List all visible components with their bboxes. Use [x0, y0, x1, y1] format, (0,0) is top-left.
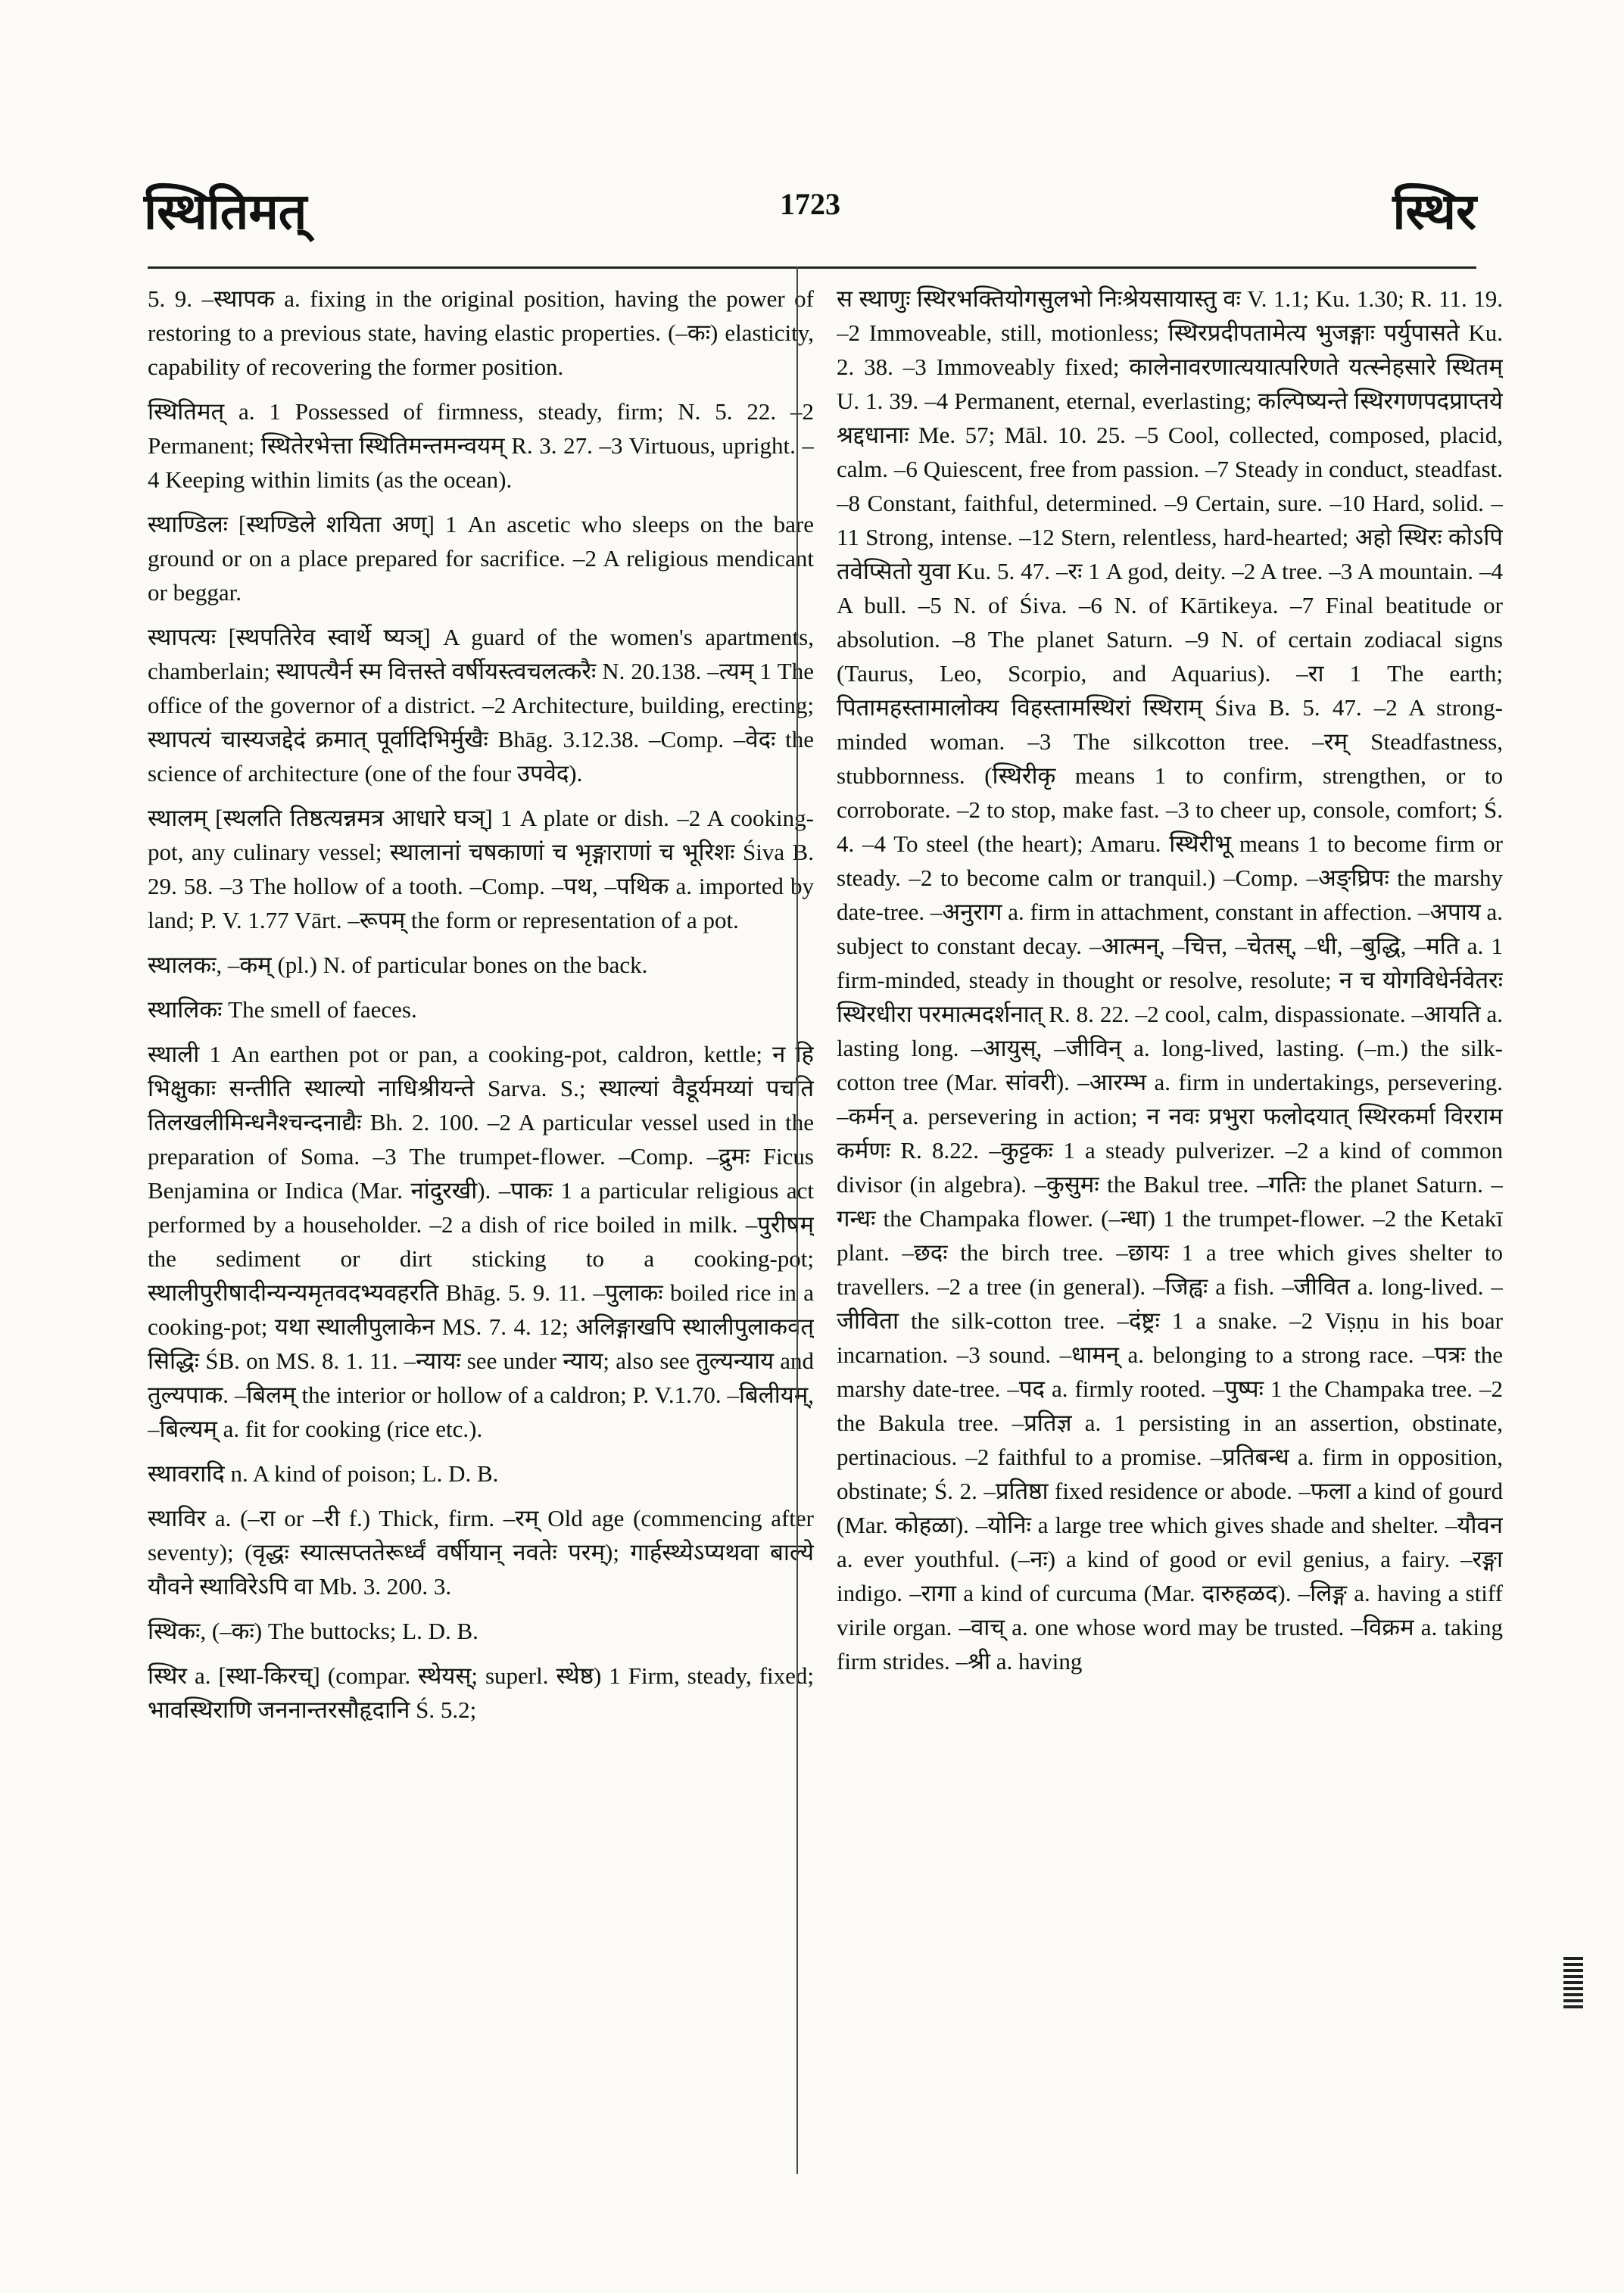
dictionary-entry: स्थालम् [स्थलति तिष्ठत्यन्नमत्र आधारे घञ्] 1 A plate or dish. –2 A cooking-pot, any culinary vessel; स्थालानां चषकाणां च भृङ्गाराणां च भूरिशः Śiva B. 29. 58. –3 The hollow of a tooth. –Comp. –पथ, –पथिक a. imported by land; P. V. 1.77 Vārt. –रूपम् the form or representation of a pot.	[148, 805, 814, 933]
right-column	[837, 282, 1503, 2189]
dictionary-entry: स्थाण्डिलः [स्थण्डिले शयिता अण्] 1 An ascetic who sleeps on the bare ground or on a place prepared for sacrifice. –2 A religious mendicant or beggar.	[148, 511, 814, 606]
column-divider	[796, 266, 798, 2174]
dictionary-entry: स्थिर a. [स्था-किरच्] (compar. स्थेयस्; superl. स्थेष्ठ) 1 Firm, steady, fixed; भावस्थिराणि जननान्तरसौहृदानि Ś. 5.2;	[148, 1662, 814, 1723]
dictionary-entry: स्थाविर a. (–रा or –री f.) Thick, firm. –रम् Old age (commencing after seventy); (वृद्धः स्यात्सप्ततेरूर्ध्वं वर्षीयान् नवतेः परम्); गार्हस्थ्येऽप्यथवा बाल्ये यौवने स्थाविरेऽपि वा Mb. 3. 200. 3.	[148, 1505, 814, 1600]
page-header	[144, 176, 1476, 240]
dictionary-entry: स्थापत्यः [स्थपतिरेव स्वार्थे ष्यञ्] A guard of the women's apartments, chamberlain; स्थापत्यैर्न स्म वित्तस्ते वर्षीयस्त्वचलत्करैः N. 20.138. –त्यम् 1 The office of the governor of a district. –2 Architecture, building, erecting; स्थापत्यं चास्यजद्देदं क्रमात् पूर्वादिभिर्मुखैः Bhāg. 3.12.38. –Comp. –वेदः the science of architecture (one of the four उपवेद).	[148, 624, 814, 787]
dictionary-entry: स्थाली 1 An earthen pot or pan, a cooking-pot, caldron, kettle; न हि भिक्षुकाः सन्तीति स्थाल्यो नाधिश्रीयन्ते Sarva. S.; स्थाल्यां वैडूर्यमय्यां पचति तिलखलीमिन्धनैश्चन्दनाद्यैः Bh. 2. 100. –2 A particular vessel used in the preparation of Soma. –3 The trumpet-flower. –Comp. –द्रुमः Ficus Benjamina or Indica (Mar. नांदुरखी). –पाकः 1 a particular religious act performed by a householder. –2 a dish of rice boiled in milk. –पुरीषम् the sediment or dirt sticking to a cooking-pot; स्थालीपुरीषादीन्यन्यमृतवदभ्यवहरति Bhāg. 5. 9. 11. –पुलाकः boiled rice in a cooking-pot; यथा स्थालीपुलाकेन MS. 7. 4. 12; अलिङ्गाखपि स्थालीपुलाकवत् सिद्धिः ŚB. on MS. 8. 1. 11. –न्यायः see under न्याय; also see तुल्यन्याय and तुल्यपाक. –बिलम् the interior or hollow of a caldron; P. V.1.70. –बिलीयम्, –बिल्यम् a. fit for cooking (rice etc.).	[148, 1041, 814, 1442]
edge-marker	[1563, 1957, 1583, 2011]
dictionary-entry: स्थालिकः The smell of faeces.	[148, 996, 417, 1023]
left-column	[148, 282, 814, 2189]
dictionary-entry: स्थिकः, (–कः) The buttocks; L. D. B.	[148, 1618, 478, 1644]
dictionary-entry: स्थालकः, –कम् (pl.) N. of particular bones on the back.	[148, 952, 648, 978]
dictionary-entry: 5. 9. –स्थापक a. fixing in the original position, having the power of restoring to a previous state, having elastic properties. (–कः) elasticity, capability of recovering the former position.	[148, 285, 814, 380]
right-headword: स्थिर	[1392, 185, 1476, 240]
dictionary-entry: स्थितिमत् a. 1 Possessed of firmness, steady, firm; N. 5. 22. –2 Permanent; स्थितेरभेत्ता स्थितिमन्तमन्वयम् R. 3. 27. –3 Virtuous, upright. –4 Keeping within limits (as the ocean).	[148, 398, 814, 493]
left-headword: स्थितिमत्	[144, 185, 307, 240]
header-rule	[148, 266, 1476, 269]
page-number: 1723	[780, 187, 840, 221]
dictionary-entry: स स्थाणुः स्थिरभक्तियोगसुलभो निःश्रेयसायास्तु वः V. 1.1; Ku. 1.30; R. 11. 19. –2 Immoveable, still, motionless; स्थिरप्रदीपतामेत्य भुजङ्गाः पर्युपासते Ku. 2. 38. –3 Immoveably fixed; कालेनावरणात्ययात्परिणते यत्स्नेहसारे स्थितम् U. 1. 39. –4 Permanent, eternal, everlasting; कल्पिष्यन्ते स्थिरगणपदप्राप्तये श्रद्दधानाः Me. 57; Māl. 10. 25. –5 Cool, collected, composed, placid, calm. –6 Quiescent, free from passion. –7 Steady in conduct, steadfast. –8 Constant, faithful, determined. –9 Certain, sure. –10 Hard, solid. –11 Strong, intense. –12 Stern, relentless, hard-hearted; अहो स्थिरः कोऽपि तवेप्सितो युवा Ku. 5. 47. –रः 1 A god, deity. –2 A tree. –3 A mountain. –4 A bull. –5 N. of Śiva. –6 N. of Kārtikeya. –7 Final beatitude or absolution. –8 The planet Saturn. –9 N. of certain zodiacal signs (Taurus, Leo, Scorpio, and Aquarius). –रा 1 The earth; पितामहस्तामालोक्य विहस्तामस्थिरां स्थिराम् Śiva B. 5. 47. –2 A strong-minded woman. –3 The silkcotton tree. –रम् Steadfastness, stubbornness. (स्थिरीकृ means 1 to confirm, strengthen, or to corroborate. –2 to stop, make fast. –3 to cheer up, console, comfort; Ś. 4. –4 To steel (the heart); Amaru. स्थिरीभू means 1 to become firm or steady. –2 to become calm or tranquil.) –Comp. –अङ्घ्रिपः the marshy date-tree. –अनुराग a. firm in attachment, constant in affection. –अपाय a. subject to constant decay. –आत्मन्, –चित्त, –चेतस्, –धी, –बुद्धि, –मति a. 1 firm-minded, steady in thought or resolve, resolute; न च योगविधेर्नवेतरः स्थिरधीरा परमात्मदर्शनात् R. 8. 22. –2 cool, calm, dispassionate. –आयति a. lasting long. –आयुस्, –जीविन् a. long-lived, lasting. (–m.) the silk-cotton tree (Mar. सांवरी). –आरम्भ a. firm in undertakings, persevering. –कर्मन् a. persevering in action; न नवः प्रभुरा फलोदयात् स्थिरकर्मा विरराम कर्मणः R. 8.22. –कुट्टकः 1 a steady pulverizer. –2 a kind of common divisor (in algebra). –कुसुमः the Bakul tree. –गतिः the planet Saturn. –गन्धः the Champaka flower. (–न्धा) 1 the trumpet-flower. –2 the Ketakī plant. –छदः the birch tree. –छायः 1 a tree which gives shelter to travellers. –2 a tree (in general). –जिह्वः a fish. –जीवित a. long-lived. –जीविता the silk-cotton tree. –दंष्ट्रः 1 a snake. –2 Viṣṇu in his boar incarnation. –3 sound. –धामन् a. belonging to a strong race. –पत्रः the marshy date-tree. –पद a. firmly rooted. –पुष्पः 1 the Champaka tree. –2 the Bakula tree. –प्रतिज्ञ a. 1 persisting in an assertion, obstinate, pertinacious. –2 faithful to a promise. –प्रतिबन्ध a. firm in opposition, obstinate; Ś. 2. –प्रतिष्ठा fixed residence or abode. –फला a kind of gourd (Mar. कोहळा). –योनिः a large tree which gives shade and shelter. –यौवन a. ever youthful. (–नः) a kind of good or evil genius, a fairy. –रङ्गा indigo. –रागा a kind of curcuma (Mar. दारुहळद). –लिङ्ग a. having a stiff virile organ. –वाच् a. one whose word may be trusted. –विक्रम a. taking firm strides. –श्री a. having	[837, 285, 1503, 1675]
dictionary-entry: स्थावरादि n. A kind of poison; L. D. B.	[148, 1460, 499, 1487]
